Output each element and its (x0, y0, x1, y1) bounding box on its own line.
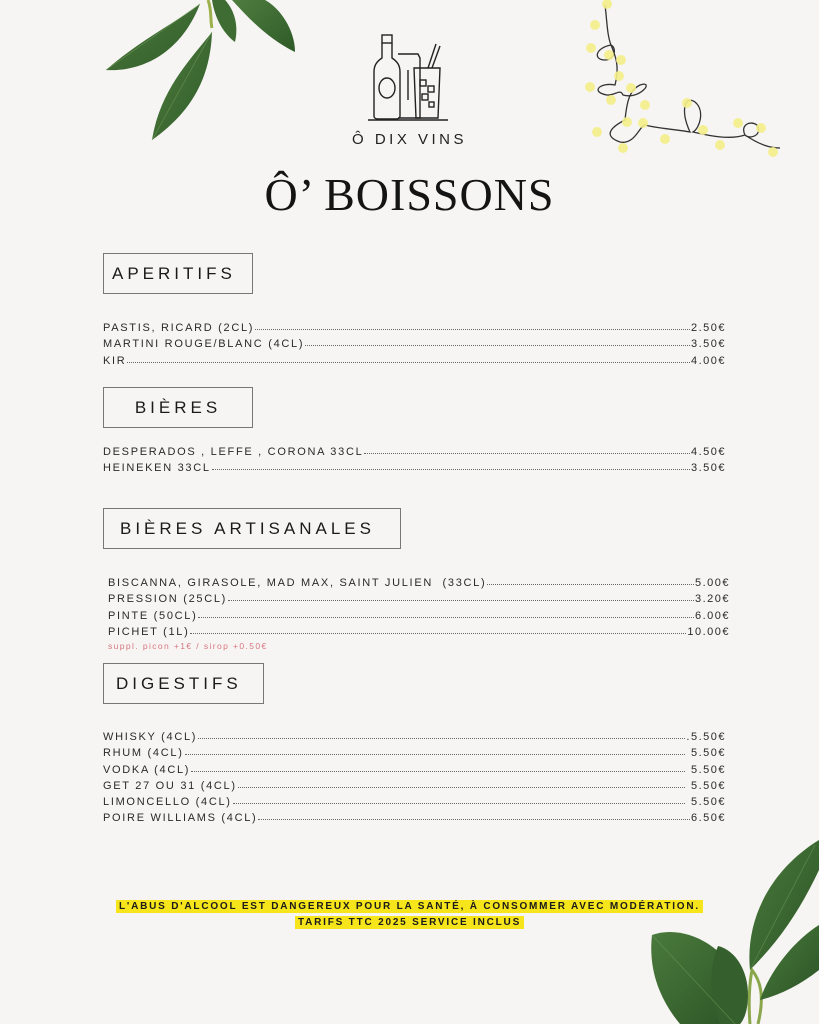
leaves-icon (640, 830, 819, 1024)
item-price: .5.50€ (686, 731, 726, 743)
bieres-artisanales-list (108, 575, 730, 652)
dot-leader (305, 336, 690, 346)
menu-item (103, 444, 726, 460)
dot-leader (190, 624, 686, 634)
item-name: PINTE (50CL) (108, 609, 198, 622)
dot-leader (255, 320, 690, 330)
section-header-bieres-artisanales (103, 508, 401, 549)
supplement-note: suppl. picon +1€ / sirop +0.50€ (108, 641, 268, 652)
drinks-icon (368, 30, 453, 130)
item-price: 5.50€ (686, 796, 726, 809)
item-name: RHUM (4CL) (103, 747, 184, 760)
dot-leader (191, 762, 685, 772)
digestifs-list (103, 729, 726, 827)
bieres-list (103, 444, 726, 477)
menu-item (103, 353, 726, 369)
item-name: POIRE WILLIAMS (4CL) (103, 812, 258, 825)
section-title: DIGESTIFS (116, 673, 242, 693)
menu-item (108, 608, 730, 624)
item-price: 10.00€ (687, 625, 730, 638)
menu-item (108, 624, 730, 640)
dot-leader (364, 444, 690, 454)
item-name: LIMONCELLO (4CL) (103, 796, 232, 809)
item-price: 3.20€ (694, 593, 730, 606)
item-price: 3.50€ (690, 462, 726, 475)
item-price: 4.00€ (690, 354, 726, 367)
item-name: PASTIS, RICARD (2CL) (103, 322, 255, 334)
menu-item (108, 575, 730, 591)
aperitifs-list (103, 320, 726, 369)
item-price: 5.50€ (686, 779, 726, 792)
menu-item (103, 320, 726, 336)
item-name: GET 27 OU 31 (4CL) (103, 779, 237, 792)
item-price: 3.50€ (690, 338, 726, 351)
dot-leader (185, 745, 686, 755)
item-name: PRESSION (25CL) (108, 593, 228, 606)
dot-leader (198, 729, 685, 739)
item-name: HEINEKEN 33CL (103, 462, 211, 475)
item-name: MARTINI ROUGE/BLANC (4CL) (103, 338, 305, 351)
menu-item (108, 591, 730, 607)
menu-item (103, 778, 726, 794)
menu-item (103, 460, 726, 476)
item-price: 5.00€ (694, 577, 730, 589)
dot-leader (238, 778, 686, 788)
item-name: WHISKY (4CL) (103, 731, 198, 743)
dot-leader (487, 575, 694, 585)
dot-leader (228, 591, 694, 601)
dot-leader (212, 460, 690, 470)
item-price: 2.50€ (690, 322, 726, 334)
item-name: KIR (103, 354, 127, 367)
section-header-digestifs (103, 663, 264, 704)
page-title: Ô’ BOISSONS (264, 169, 555, 220)
item-price: 5.50€ (686, 747, 726, 760)
menu-item (103, 810, 726, 826)
brand-name: Ô DIX VINS (351, 131, 468, 148)
dot-leader (258, 810, 690, 820)
section-title: BIÈRES (134, 397, 222, 417)
item-price: 5.50€ (686, 763, 726, 776)
item-price: 4.50€ (690, 446, 726, 458)
item-price: 6.50€ (690, 812, 726, 825)
leaves-icon (100, 0, 300, 150)
section-title: BIÈRES ARTISANALES (120, 518, 375, 538)
section-header-bieres (103, 387, 253, 428)
dot-leader (198, 608, 693, 618)
item-name: BISCANNA, GIRASOLE, MAD MAX, SAINT JULIEN (33CL) (108, 577, 487, 589)
item-name: VODKA (4CL) (103, 763, 191, 776)
menu-item (103, 762, 726, 778)
section-header-aperitifs (103, 253, 253, 294)
menu-item (103, 745, 726, 761)
warning-line-1: L'ABUS D'ALCOOL EST DANGEREUX POUR LA SANTÉ, À CONSOMMER AVEC MODÉRATION. (116, 900, 703, 913)
menu-item (103, 794, 726, 810)
item-price: 6.00€ (694, 609, 730, 622)
dot-leader (233, 794, 686, 804)
item-name: DESPERADOS , LEFFE , CORONA 33CL (103, 446, 364, 458)
menu-item (103, 729, 726, 745)
warning-line-2: TARIFS TTC 2025 SERVICE INCLUS (295, 916, 524, 929)
item-name: PICHET (1L) (108, 625, 190, 638)
menu-item (103, 336, 726, 352)
section-title: APERITIFS (112, 263, 236, 283)
dot-leader (127, 353, 690, 363)
